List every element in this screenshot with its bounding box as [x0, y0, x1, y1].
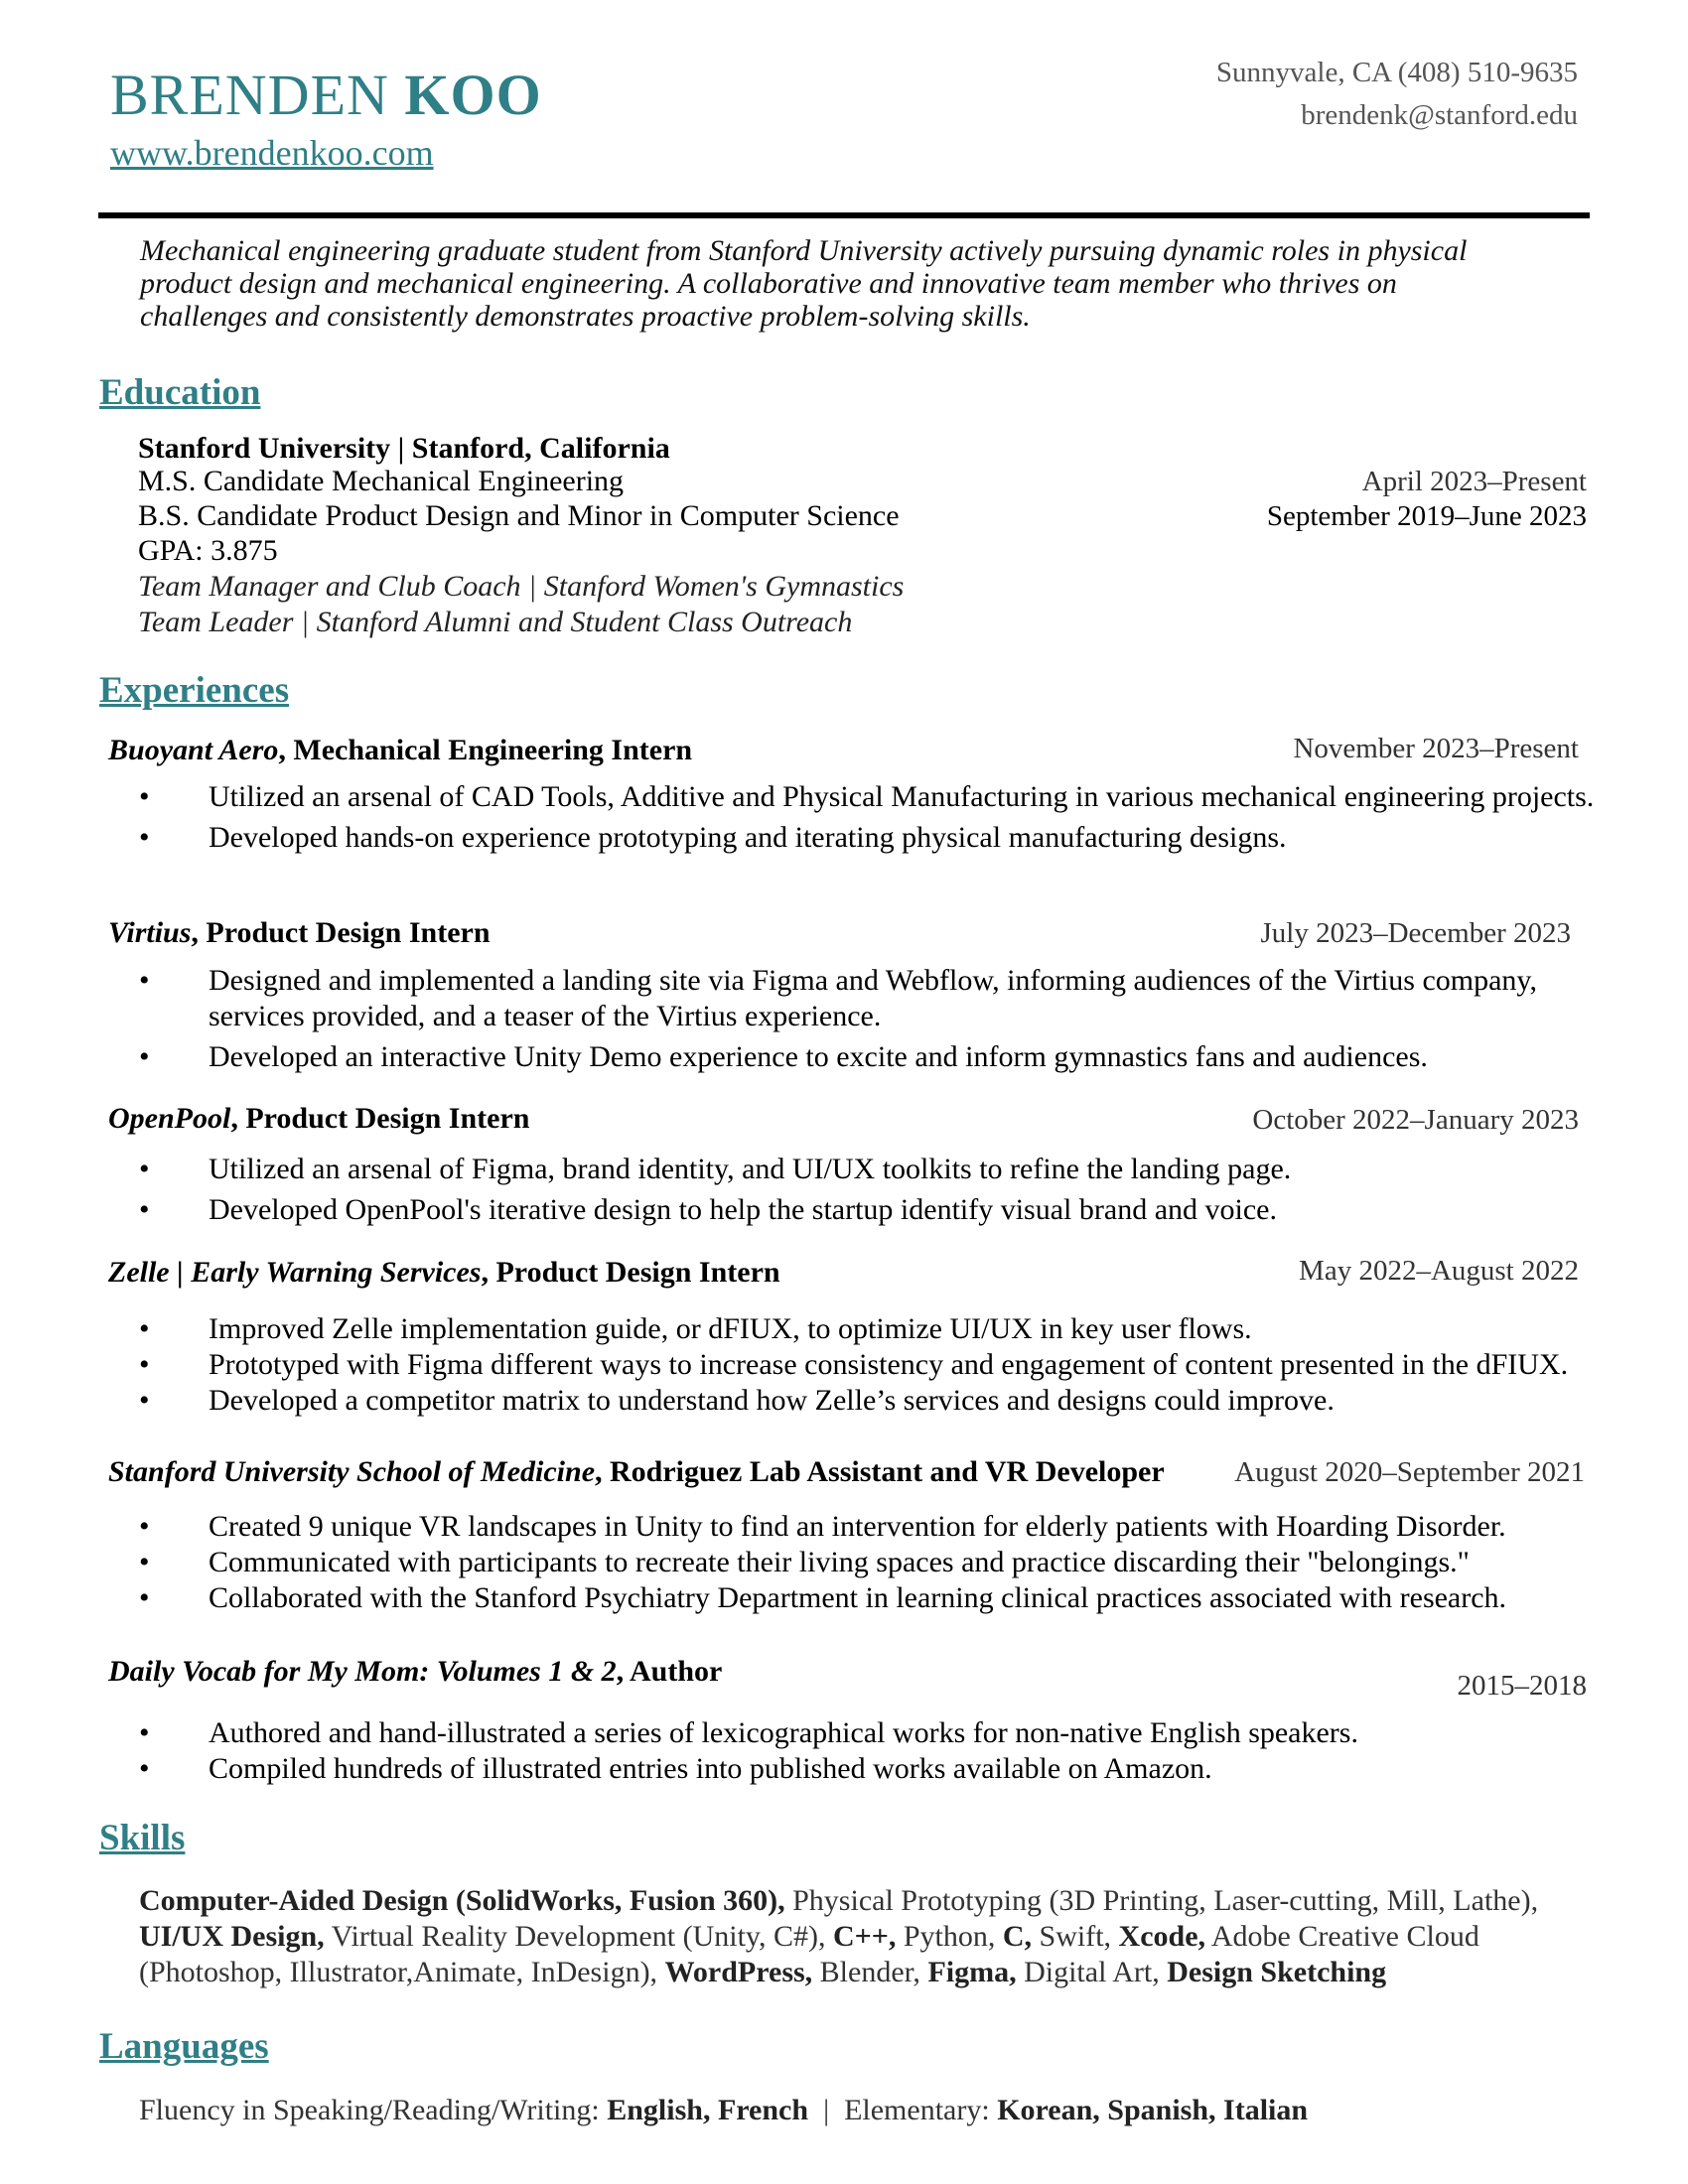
email[interactable]: brendenk@stanford.edu [1301, 99, 1578, 131]
list-item: • Developed hands-on experience prototyping and iterating physical manufacturing designs. [139, 821, 1287, 854]
bullet-icon: • [139, 1312, 150, 1345]
list-item: • Utilized an arsenal of CAD Tools, Additive and Physical Manufacturing in various mechanical engineering projects. [139, 780, 1595, 813]
job-bullets [139, 1311, 1599, 1419]
bullet-icon: • [139, 1193, 150, 1226]
candidate-name [110, 60, 542, 131]
job-title [108, 1101, 529, 1137]
bullet-icon: • [139, 964, 150, 997]
skills-heading: Skills [99, 1818, 186, 1858]
company: OpenPool [108, 1102, 231, 1135]
elementary-label: Elementary: [844, 2094, 998, 2126]
job-bullets [139, 963, 1599, 1080]
skills-list: Computer-Aided Design (SolidWorks, Fusion 360), Physical Prototyping (3D Printing, Laser-cutting, Mill, Lathe), UI/UX Design, Virtual Reality Development (Unity, C#), C++, Python, C, Swift, Xcode, Adobe Creative Cloud (Photoshop, Illustrator,Animate, InDesign), WordPress, Blender, Figma, Digital Art, Design Sketching [139, 1884, 1539, 1988]
bullet-icon: • [139, 1752, 150, 1785]
contact-info [1216, 52, 1578, 137]
job-title [108, 733, 692, 768]
bullet-icon: • [139, 1546, 150, 1578]
bullet-icon: • [139, 1510, 150, 1543]
bullet-icon: • [139, 1581, 150, 1614]
education-bs-date: September 2019–June 2023 [1266, 500, 1587, 532]
job-title [108, 1454, 1165, 1490]
education-ms-date: April 2023–Present [1361, 466, 1587, 497]
company: Virtius [108, 916, 192, 949]
website-link[interactable]: www.brendenkoo.com [110, 133, 434, 173]
list-item: • Designed and implemented a landing site via Figma and Webflow, informing audiences of the Virtius company, services provided, and a teaser of the Virtius experience. [139, 964, 1537, 1032]
role: , Product Design Intern [481, 1256, 780, 1289]
list-item: • Collaborated with the Stanford Psychiatry Department in learning clinical practices associated with research. [139, 1581, 1507, 1614]
list-item: • Improved Zelle implementation guide, or dFIUX, to optimize UI/UX in key user flows. [139, 1312, 1252, 1345]
job-bullets [139, 779, 1599, 861]
education-gpa: GPA: 3.875 [138, 534, 278, 567]
job-date: November 2023–Present [1293, 733, 1579, 764]
list-item: • Developed an interactive Unity Demo experience to excite and inform gymnastics fans and audiences. [139, 1040, 1428, 1073]
languages-list [139, 2093, 1308, 2128]
separator: | [808, 2094, 845, 2126]
bullet-icon: • [139, 1716, 150, 1749]
education-bs: B.S. Candidate Product Design and Minor in Computer Science [138, 499, 900, 532]
company: Daily Vocab for My Mom: Volumes 1 & 2 [108, 1655, 617, 1688]
list-item: • Developed a competitor matrix to understand how Zelle’s services and designs could improve. [139, 1384, 1335, 1417]
list-item: • Authored and hand-illustrated a series of lexicographical works for non-native English speakers. [139, 1716, 1358, 1749]
role: , Product Design Intern [230, 1102, 530, 1135]
list-item: • Compiled hundreds of illustrated entries into published works available on Amazon. [139, 1752, 1212, 1785]
company: Buoyant Aero [108, 734, 279, 766]
company: Stanford University School of Medicine [108, 1455, 596, 1488]
last-name: KOO [404, 63, 542, 127]
job-bullets [139, 1509, 1599, 1616]
job-bullets [139, 1152, 1599, 1233]
list-item: • Communicated with participants to recreate their living spaces and practice discarding their "belongings." [139, 1546, 1470, 1578]
education-role: Team Manager and Club Coach | Stanford Women's Gymnastics [138, 570, 905, 603]
bullet-icon: • [139, 780, 150, 813]
bullet-icon: • [139, 1040, 150, 1073]
role: , Rodriguez Lab Assistant and VR Developer [595, 1455, 1165, 1488]
bullet-icon: • [139, 821, 150, 854]
role: , Author [616, 1655, 723, 1688]
bullet-icon: • [139, 1384, 150, 1417]
bullet-icon: • [139, 1153, 150, 1185]
education-ms: M.S. Candidate Mechanical Engineering [138, 465, 625, 497]
job-date: July 2023–December 2023 [1260, 917, 1571, 949]
education-role: Team Leader | Stanford Alumni and Student Class Outreach [138, 606, 853, 638]
role: , Mechanical Engineering Intern [278, 734, 693, 766]
job-date: August 2020–September 2021 [1234, 1456, 1585, 1488]
header-divider [98, 212, 1590, 218]
job-title [108, 915, 491, 951]
job-title [108, 1255, 780, 1291]
summary: Mechanical engineering graduate student from Stanford University actively pursuing dynamic roles in physical product design and mechanical engineering. A collaborative and innovative team member who thrives on challenges and consistently demonstrates proactive problem-solving skills. [140, 234, 1468, 333]
job-bullets [139, 1715, 1599, 1787]
location-phone: Sunnyvale, CA (408) 510-9635 [1215, 57, 1578, 88]
languages-heading: Languages [99, 2026, 269, 2067]
experiences-heading: Experiences [99, 670, 290, 711]
role: , Product Design Intern [191, 916, 491, 949]
company: Zelle | Early Warning Services [108, 1256, 482, 1289]
bullet-icon: • [139, 1348, 150, 1381]
education-heading: Education [99, 372, 261, 413]
job-date: October 2022–January 2023 [1252, 1104, 1579, 1136]
job-date: May 2022–August 2022 [1299, 1255, 1579, 1287]
list-item: • Created 9 unique VR landscapes in Unity to find an intervention for elderly patients with Hoarding Disorder. [139, 1510, 1506, 1543]
list-item: • Developed OpenPool's iterative design to help the startup identify visual brand and voice. [139, 1193, 1277, 1226]
fluent-languages: English, French [607, 2094, 809, 2126]
job-title [108, 1654, 722, 1690]
first-name: BRENDEN [110, 63, 389, 127]
fluent-label: Fluency in Speaking/Reading/Writing: [139, 2094, 608, 2126]
list-item: • Utilized an arsenal of Figma, brand identity, and UI/UX toolkits to refine the landing page. [139, 1153, 1292, 1185]
education-school: Stanford University | Stanford, California [138, 432, 670, 465]
list-item: • Prototyped with Figma different ways to increase consistency and engagement of content presented in the dFIUX. [139, 1348, 1569, 1381]
elementary-languages: Korean, Spanish, Italian [997, 2094, 1309, 2126]
job-date: 2015–2018 [1457, 1670, 1587, 1702]
